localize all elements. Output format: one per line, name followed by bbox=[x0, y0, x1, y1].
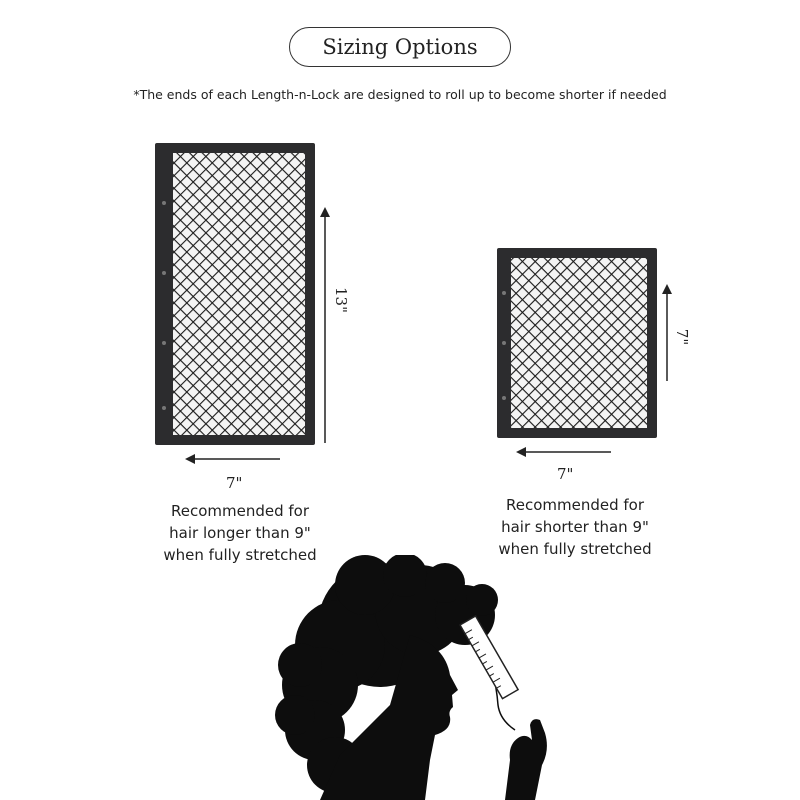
short-recommendation bbox=[475, 494, 675, 560]
short-rec-line-2: hair shorter than 9" bbox=[501, 518, 649, 536]
long-width-arrow bbox=[183, 452, 281, 466]
title-pill bbox=[289, 27, 511, 67]
short-width-arrow bbox=[514, 445, 612, 459]
short-net-panel bbox=[497, 248, 657, 438]
long-rec-line-3: when fully stretched bbox=[163, 546, 317, 564]
short-net-image bbox=[497, 248, 657, 438]
long-height-label: 13" bbox=[332, 287, 350, 313]
page-title: Sizing Options bbox=[322, 35, 478, 59]
measuring-silhouette-illustration bbox=[260, 555, 560, 800]
short-rec-line-1: Recommended for bbox=[505, 496, 645, 514]
short-rec-line-3: when fully stretched bbox=[498, 540, 652, 558]
long-rec-line-2: hair longer than 9" bbox=[169, 524, 311, 542]
long-net-image bbox=[155, 143, 315, 445]
short-width-label: 7" bbox=[557, 465, 574, 483]
short-height-arrow bbox=[660, 282, 674, 382]
long-height-arrow bbox=[318, 205, 332, 445]
sizing-note: *The ends of each Length-n-Lock are designed to roll up to become shorter if needed bbox=[133, 87, 667, 102]
long-net-panel bbox=[155, 143, 315, 445]
long-rec-line-1: Recommended for bbox=[170, 502, 310, 520]
long-width-label: 7" bbox=[226, 474, 243, 492]
short-height-label: 7" bbox=[673, 328, 692, 346]
